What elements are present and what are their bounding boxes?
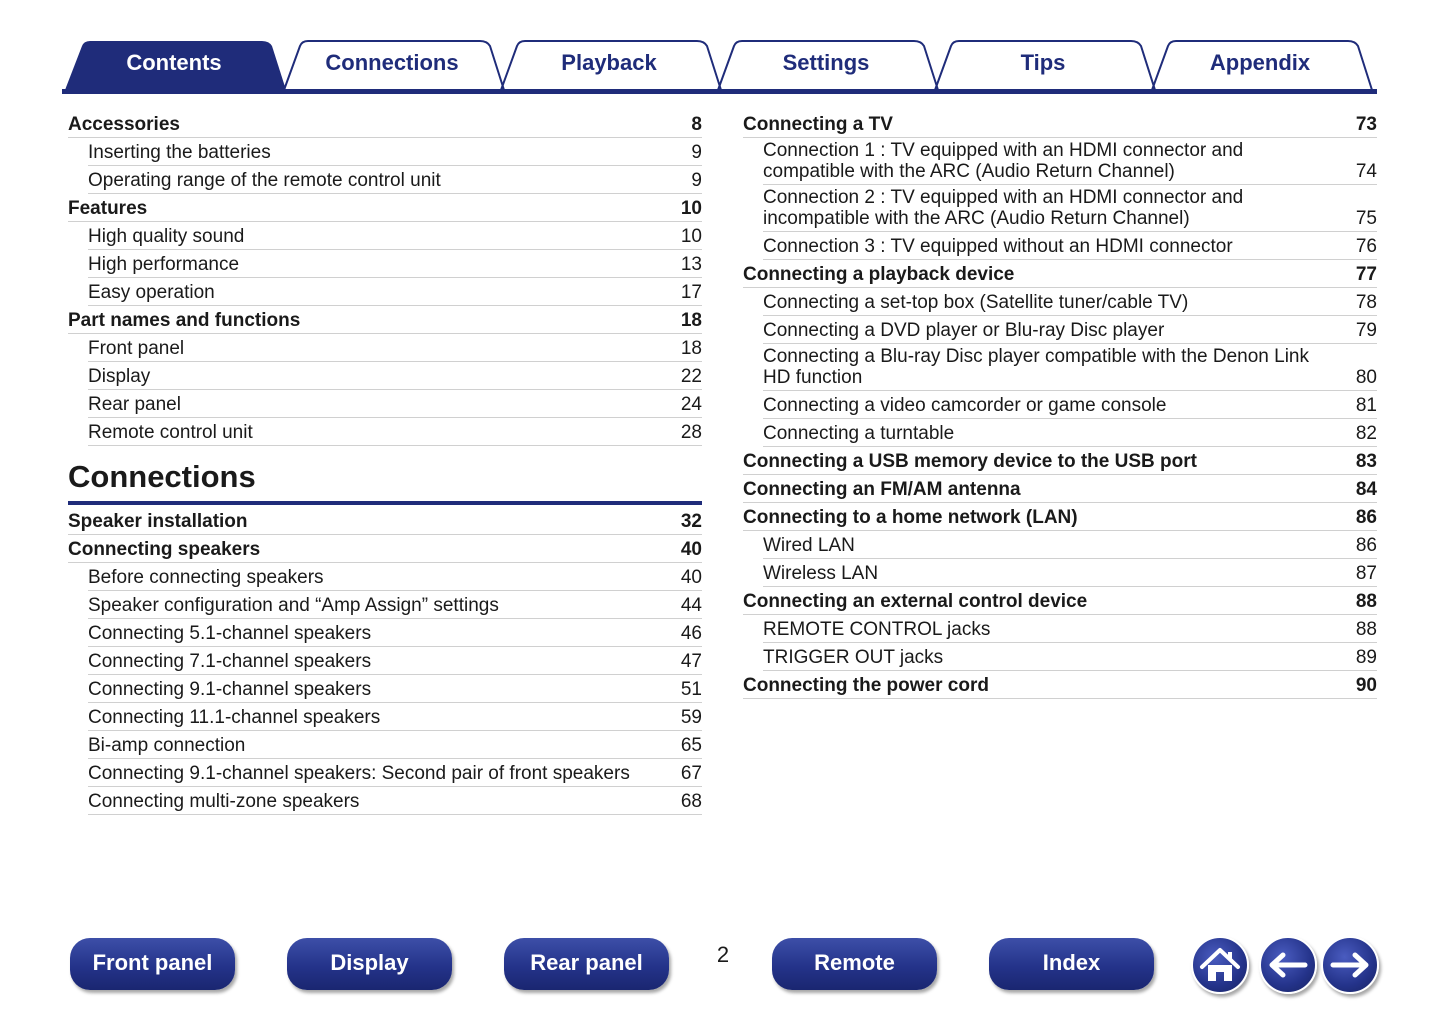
toc-left-column (68, 110, 702, 815)
toc-entry-title: Connecting a DVD player or Blu-ray Disc player (763, 320, 1165, 341)
toc-entry-title: Connecting a turntable (763, 423, 955, 444)
toc-entry-title: Speaker configuration and “Amp Assign” settings (88, 595, 499, 616)
toc-entry-title: Bi-amp connection (88, 735, 246, 756)
toc-entry-title: Rear panel (88, 394, 181, 415)
toc-heading-row[interactable] (68, 535, 702, 563)
toc-page-number: 65 (680, 735, 702, 756)
toc-page-number: 74 (1355, 161, 1377, 182)
toc-page-number: 32 (680, 511, 702, 532)
toc-entry-title: Speaker installation (68, 511, 248, 532)
toc-entry-title: Connecting a video camcorder or game console (763, 395, 1167, 416)
toc-entry-title: Remote control unit (88, 422, 253, 443)
toc-page-number: 83 (1355, 451, 1377, 472)
toc-entry-title: High quality sound (88, 226, 245, 247)
toc-entry-row[interactable] (763, 344, 1377, 391)
toc-page-number: 79 (1355, 320, 1377, 341)
toc-page-number: 86 (1355, 507, 1377, 528)
toc-entry-row[interactable] (88, 619, 702, 647)
toc-page-number: 90 (1355, 675, 1377, 696)
toc-page-number: 67 (680, 763, 702, 784)
toc-entry-title: Easy operation (88, 282, 215, 303)
toc-entry-row[interactable] (763, 185, 1377, 232)
toc-page-number: 73 (1355, 114, 1377, 135)
toc-entry-row[interactable] (88, 675, 702, 703)
toc-entry-row[interactable] (88, 703, 702, 731)
toc-entry-title: Connecting to a home network (LAN) (743, 507, 1078, 528)
tab-connections[interactable]: Connections (325, 50, 459, 75)
toc-page-number: 47 (680, 651, 702, 672)
toc-entry-title: Part names and functions (68, 310, 301, 331)
index-button[interactable]: Index (989, 938, 1154, 990)
toc-page-number: 13 (680, 254, 702, 275)
toc-entry-title: Connecting 9.1-channel speakers: Second pair of front speakers (88, 763, 630, 784)
toc-entry-row[interactable] (88, 787, 702, 815)
toc-entry-row[interactable] (763, 316, 1377, 344)
tab-tips[interactable]: Tips (1020, 50, 1066, 75)
toc-entry-row[interactable] (763, 288, 1377, 316)
toc-page-number: 18 (680, 338, 702, 359)
tab-appendix[interactable]: Appendix (1209, 50, 1311, 75)
toc-page-number: 81 (1355, 395, 1377, 416)
toc-entry-title: Connecting 7.1-channel speakers (88, 651, 372, 672)
toc-heading-row[interactable] (68, 306, 702, 334)
toc-heading-row[interactable] (743, 110, 1377, 138)
toc-page-number: 82 (1355, 423, 1377, 444)
toc-page-number: 10 (680, 226, 702, 247)
toc-entry-title: Connecting 11.1-channel speakers (88, 707, 381, 728)
toc-entry-row[interactable] (88, 222, 702, 250)
toc-entry-row[interactable] (88, 278, 702, 306)
toc-entry-title: Connecting an FM/AM antenna (743, 479, 1021, 500)
toc-entry-title: Connecting a USB memory device to the USB port (743, 451, 1197, 472)
toc-entry-row[interactable] (763, 643, 1377, 671)
toc-entry-row[interactable] (88, 647, 702, 675)
home-button[interactable] (1191, 936, 1249, 994)
toc-heading-row[interactable] (743, 503, 1377, 531)
toc-entry-row[interactable] (88, 166, 702, 194)
rear-panel-button[interactable]: Rear panel (504, 938, 669, 990)
toc-entry-title: Features (68, 198, 148, 219)
toc-page-number: 84 (1355, 479, 1377, 500)
toc-entry-row[interactable] (88, 759, 702, 787)
toc-entry-title: High performance (88, 254, 240, 275)
toc-entry-title: Accessories (68, 114, 180, 135)
toc-page-number: 51 (680, 679, 702, 700)
toc-entry-title: Connecting a set-top box (Satellite tuner/cable TV) (763, 292, 1189, 313)
tab-contents[interactable]: Contents (126, 50, 222, 75)
home-icon (1193, 938, 1247, 992)
toc-entry-title: Wireless LAN (763, 563, 879, 584)
toc-entry-row[interactable] (88, 390, 702, 418)
toc-entry-row[interactable] (88, 362, 702, 390)
toc-page-number: 88 (1355, 591, 1377, 612)
section-title-connections: Connections (68, 459, 702, 505)
toc-entry-row[interactable] (88, 731, 702, 759)
toc-group-connections-cont (743, 110, 1377, 699)
toc-page-number: 8 (691, 114, 702, 135)
toc-heading-row[interactable] (743, 447, 1377, 475)
page-number: 2 (716, 942, 730, 967)
toc-page-number: 9 (691, 142, 702, 163)
toc-entry-row[interactable] (763, 232, 1377, 260)
toc-page-number: 18 (680, 310, 702, 331)
toc-page-number: 68 (680, 791, 702, 812)
toc-page-number: 87 (1355, 563, 1377, 584)
toc-heading-row[interactable] (743, 671, 1377, 699)
toc-right-column (743, 110, 1377, 699)
toc-page-number: 88 (1355, 619, 1377, 640)
toc-page-number: 75 (1355, 208, 1377, 229)
toc-entry-row[interactable] (763, 531, 1377, 559)
toc-entry-row[interactable] (763, 391, 1377, 419)
toc-entry-row[interactable] (88, 418, 702, 446)
toc-page-number: 80 (1355, 367, 1377, 388)
toc-entry-title: Connecting 9.1-channel speakers (88, 679, 372, 700)
toc-heading-row[interactable] (743, 260, 1377, 288)
toc-page-number: 9 (691, 170, 702, 191)
toc-page-number: 86 (1355, 535, 1377, 556)
toc-entry-title: Display (88, 366, 151, 387)
toc-entry-row[interactable] (88, 334, 702, 362)
toc-page-number: 17 (680, 282, 702, 303)
toc-entry-title: Front panel (88, 338, 185, 359)
toc-page-number: 77 (1355, 264, 1377, 285)
display-button[interactable]: Display (287, 938, 452, 990)
toc-entry-title: Connecting speakers (68, 539, 261, 560)
tab-bar (62, 40, 1377, 96)
toc-entry-title: Connection 2 : TV equipped with an HDMI connector and incompatible with the ARC (Audio Return Channel) (763, 187, 1244, 229)
back-arrow-icon (1261, 938, 1315, 992)
toc-page-number: 44 (680, 595, 702, 616)
toc-entry-title: Connecting the power cord (743, 675, 989, 696)
toc-entry-title: Before connecting speakers (88, 567, 324, 588)
toc-entry-row[interactable] (88, 138, 702, 166)
toc-entry-row[interactable] (763, 615, 1377, 643)
toc-heading-row[interactable] (743, 475, 1377, 503)
toc-page-number: 46 (680, 623, 702, 644)
toc-entry-title: Connection 3 : TV equipped without an HDMI connector (763, 236, 1233, 257)
remote-button[interactable]: Remote (772, 938, 937, 990)
toc-group-connections (68, 507, 702, 815)
toc-page-number: 28 (680, 422, 702, 443)
toc-heading-row[interactable] (68, 194, 702, 222)
front-panel-button[interactable]: Front panel (70, 938, 235, 990)
toc-page-number: 76 (1355, 236, 1377, 257)
tab-settings[interactable]: Settings (782, 50, 870, 75)
toc-heading-row[interactable] (68, 507, 702, 535)
toc-page-number: 40 (680, 567, 702, 588)
toc-entry-row[interactable] (88, 250, 702, 278)
toc-page-number: 59 (680, 707, 702, 728)
forward-arrow-icon (1323, 938, 1377, 992)
toc-entry-title: Connecting a playback device (743, 264, 1015, 285)
toc-entry-title: Wired LAN (763, 535, 855, 556)
toc-entry-row[interactable] (88, 563, 702, 591)
toc-entry-row[interactable] (763, 419, 1377, 447)
tab-playback[interactable]: Playback (561, 50, 657, 75)
toc-page-number: 24 (680, 394, 702, 415)
toc-entry-title: Connecting a TV (743, 114, 893, 135)
toc-group-contents (68, 110, 702, 446)
toc-entry-row[interactable] (763, 138, 1377, 185)
toc-page-number: 78 (1355, 292, 1377, 313)
toc-page-number: 40 (680, 539, 702, 560)
toc-heading-row[interactable] (743, 587, 1377, 615)
toc-entry-title: Inserting the batteries (88, 142, 271, 163)
forward-button[interactable] (1321, 936, 1379, 994)
toc-entry-title: Connection 1 : TV equipped with an HDMI connector and compatible with the ARC (Audio Return Channel) (763, 140, 1244, 182)
toc-page-number: 22 (680, 366, 702, 387)
toc-entry-title: Operating range of the remote control unit (88, 170, 441, 191)
toc-page-number: 89 (1355, 647, 1377, 668)
toc-entry-title: Connecting an external control device (743, 591, 1088, 612)
toc-heading-row[interactable] (68, 110, 702, 138)
toc-entry-title: Connecting 5.1-channel speakers (88, 623, 372, 644)
back-button[interactable] (1259, 936, 1317, 994)
toc-entry-title: REMOTE CONTROL jacks (763, 619, 991, 640)
toc-page-number: 10 (680, 198, 702, 219)
toc-entry-row[interactable] (763, 559, 1377, 587)
toc-entry-title: TRIGGER OUT jacks (763, 647, 944, 668)
toc-entry-title: Connecting multi-zone speakers (88, 791, 360, 812)
toc-entry-title: Connecting a Blu-ray Disc player compatible with the Denon Link HD function (763, 346, 1309, 388)
toc-entry-row[interactable] (88, 591, 702, 619)
